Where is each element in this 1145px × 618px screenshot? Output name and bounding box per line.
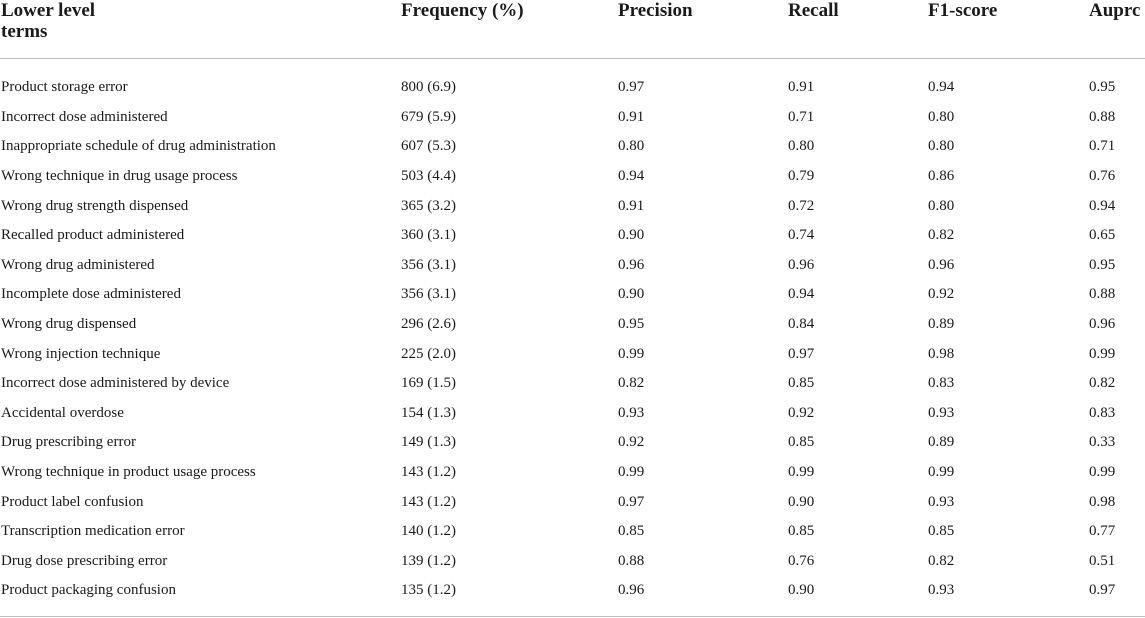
f1-score-cell: 0.86: [928, 168, 955, 185]
recall-cell: 0.92: [788, 404, 815, 421]
precision-cell: 0.82: [618, 375, 645, 392]
recall-cell: 0.90: [788, 493, 815, 510]
table-row: [0, 428, 1145, 458]
term-cell: Incorrect dose administered: [1, 108, 168, 125]
f1-score-cell: 0.93: [928, 404, 955, 421]
frequency-cell: 225 (2.0): [401, 345, 456, 362]
auprc-cell: 0.96: [1089, 316, 1116, 333]
frequency-cell: 143 (1.2): [401, 464, 456, 481]
term-cell: Wrong drug administered: [1, 256, 155, 273]
f1-score-cell: 0.82: [928, 227, 955, 244]
table-row: [0, 191, 1145, 221]
frequency-cell: 607 (5.3): [401, 138, 456, 155]
recall-cell: 0.85: [788, 523, 815, 540]
recall-cell: 0.85: [788, 434, 815, 451]
term-cell: Wrong technique in drug usage process: [1, 168, 238, 185]
auprc-cell: 0.97: [1089, 582, 1116, 599]
term-cell: Drug dose prescribing error: [1, 552, 168, 569]
auprc-cell: 0.94: [1089, 197, 1116, 214]
precision-cell: 0.99: [618, 345, 645, 362]
frequency-cell: 135 (1.2): [401, 582, 456, 599]
header-auprc: Auprc: [1089, 0, 1141, 21]
recall-cell: 0.85: [788, 375, 815, 392]
auprc-cell: 0.99: [1089, 345, 1116, 362]
bottom-rule: [0, 616, 1145, 617]
precision-cell: 0.88: [618, 552, 645, 569]
precision-cell: 0.90: [618, 227, 645, 244]
precision-cell: 0.96: [618, 256, 645, 273]
term-cell: Wrong injection technique: [1, 345, 161, 362]
recall-cell: 0.71: [788, 108, 815, 125]
frequency-cell: 360 (3.1): [401, 227, 456, 244]
frequency-cell: 169 (1.5): [401, 375, 456, 392]
table-row: [0, 59, 1145, 103]
term-cell: Product storage error: [1, 79, 128, 96]
precision-cell: 0.80: [618, 138, 645, 155]
recall-cell: 0.79: [788, 168, 815, 185]
recall-cell: 0.72: [788, 197, 815, 214]
frequency-cell: 356 (3.1): [401, 256, 456, 273]
table-row: [0, 221, 1145, 251]
f1-score-cell: 0.94: [928, 79, 955, 96]
f1-score-cell: 0.80: [928, 138, 955, 155]
table-row: [0, 339, 1145, 369]
recall-cell: 0.90: [788, 582, 815, 599]
f1-score-cell: 0.83: [928, 375, 955, 392]
term-cell: Recalled product administered: [1, 227, 185, 244]
table-body: [0, 59, 1145, 606]
frequency-cell: 296 (2.6): [401, 316, 456, 333]
frequency-cell: 143 (1.2): [401, 493, 456, 510]
frequency-cell: 149 (1.3): [401, 434, 456, 451]
table-row: [0, 399, 1145, 429]
f1-score-cell: 0.85: [928, 523, 955, 540]
precision-cell: 0.97: [618, 79, 645, 96]
precision-cell: 0.97: [618, 493, 645, 510]
table-row: [0, 103, 1145, 133]
frequency-cell: 139 (1.2): [401, 552, 456, 569]
recall-cell: 0.91: [788, 79, 815, 96]
term-cell: Wrong drug dispensed: [1, 316, 137, 333]
precision-cell: 0.93: [618, 404, 645, 421]
frequency-cell: 140 (1.2): [401, 523, 456, 540]
precision-cell: 0.96: [618, 582, 645, 599]
table-row: [0, 487, 1145, 517]
frequency-cell: 503 (4.4): [401, 168, 456, 185]
term-cell: Product label confusion: [1, 493, 144, 510]
f1-score-cell: 0.96: [928, 256, 955, 273]
term-cell: Incorrect dose administered by device: [1, 375, 230, 392]
auprc-cell: 0.77: [1089, 523, 1116, 540]
precision-cell: 0.95: [618, 316, 645, 333]
f1-score-cell: 0.82: [928, 552, 955, 569]
table-row: [0, 310, 1145, 340]
f1-score-cell: 0.92: [928, 286, 955, 303]
table-row: [0, 547, 1145, 577]
precision-cell: 0.92: [618, 434, 645, 451]
precision-cell: 0.91: [618, 108, 645, 125]
precision-cell: 0.91: [618, 197, 645, 214]
frequency-cell: 800 (6.9): [401, 79, 456, 96]
header-frequency: Frequency (%): [401, 0, 524, 21]
header-row: [0, 0, 1145, 59]
recall-cell: 0.76: [788, 552, 815, 569]
term-cell: Accidental overdose: [1, 404, 124, 421]
auprc-cell: 0.98: [1089, 493, 1116, 510]
auprc-cell: 0.33: [1089, 434, 1116, 451]
recall-cell: 0.80: [788, 138, 815, 155]
f1-score-cell: 0.98: [928, 345, 955, 362]
f1-score-cell: 0.99: [928, 464, 955, 481]
term-cell: Incomplete dose administered: [1, 286, 181, 303]
frequency-cell: 679 (5.9): [401, 108, 456, 125]
auprc-cell: 0.65: [1089, 227, 1116, 244]
frequency-cell: 356 (3.1): [401, 286, 456, 303]
recall-cell: 0.97: [788, 345, 815, 362]
f1-score-cell: 0.89: [928, 434, 955, 451]
recall-cell: 0.96: [788, 256, 815, 273]
f1-score-cell: 0.93: [928, 493, 955, 510]
table-row: [0, 517, 1145, 547]
header-precision: Precision: [618, 0, 693, 21]
term-cell: Drug prescribing error: [1, 434, 136, 451]
f1-score-cell: 0.80: [928, 197, 955, 214]
auprc-cell: 0.95: [1089, 79, 1116, 96]
term-cell: Product packaging confusion: [1, 582, 176, 599]
f1-score-cell: 0.80: [928, 108, 955, 125]
header-recall: Recall: [788, 0, 839, 21]
recall-cell: 0.99: [788, 464, 815, 481]
auprc-cell: 0.99: [1089, 464, 1116, 481]
precision-cell: 0.99: [618, 464, 645, 481]
recall-cell: 0.84: [788, 316, 815, 333]
table-row: [0, 369, 1145, 399]
table-row: [0, 576, 1145, 606]
auprc-cell: 0.51: [1089, 552, 1116, 569]
auprc-cell: 0.88: [1089, 108, 1116, 125]
f1-score-cell: 0.89: [928, 316, 955, 333]
auprc-cell: 0.82: [1089, 375, 1116, 392]
table-row: [0, 251, 1145, 281]
recall-cell: 0.74: [788, 227, 815, 244]
precision-cell: 0.94: [618, 168, 645, 185]
frequency-cell: 365 (3.2): [401, 197, 456, 214]
table-row: [0, 162, 1145, 192]
auprc-cell: 0.71: [1089, 138, 1116, 155]
term-cell: Wrong technique in product usage process: [1, 464, 256, 481]
auprc-cell: 0.88: [1089, 286, 1116, 303]
term-cell: Transcription medication error: [1, 523, 185, 540]
recall-cell: 0.94: [788, 286, 815, 303]
header-lower-level-terms: Lower level terms: [1, 0, 96, 42]
auprc-cell: 0.95: [1089, 256, 1116, 273]
term-cell: Inappropriate schedule of drug administration: [1, 138, 276, 155]
table-row: [0, 280, 1145, 310]
table-row: [0, 132, 1145, 162]
frequency-cell: 154 (1.3): [401, 404, 456, 421]
precision-cell: 0.85: [618, 523, 645, 540]
precision-cell: 0.90: [618, 286, 645, 303]
term-cell: Wrong drug strength dispensed: [1, 197, 189, 214]
header-f1-score: F1-score: [928, 0, 998, 21]
auprc-cell: 0.83: [1089, 404, 1116, 421]
f1-score-cell: 0.93: [928, 582, 955, 599]
table-row: [0, 458, 1145, 488]
auprc-cell: 0.76: [1089, 168, 1116, 185]
